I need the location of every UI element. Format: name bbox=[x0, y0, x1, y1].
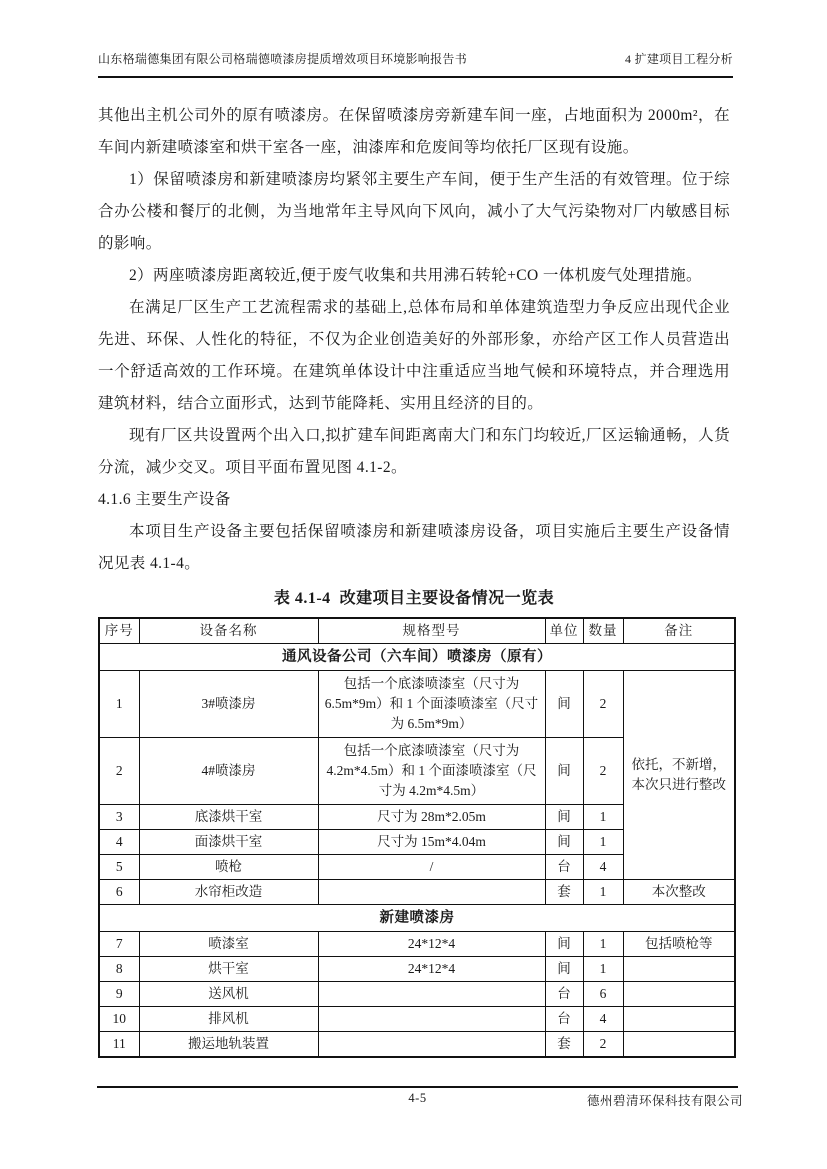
cell-unit: 间 bbox=[545, 932, 583, 957]
cell-seq: 2 bbox=[99, 738, 139, 805]
cell-spec bbox=[318, 880, 545, 905]
cell-note: 包括喷枪等 bbox=[623, 932, 735, 957]
table-header-row bbox=[99, 618, 735, 644]
col-header-unit: 单位 bbox=[545, 618, 583, 644]
cell-name: 烘干室 bbox=[139, 957, 318, 982]
table-row bbox=[99, 982, 735, 1007]
table-row bbox=[99, 1032, 735, 1058]
section-label-original: 通风设备公司（六车间）喷漆房（原有） bbox=[99, 644, 735, 671]
table-section-row-original bbox=[99, 644, 735, 671]
paragraph-entrances: 现有厂区共设置两个出入口,拟扩建车间距离南大门和东门均较近,厂区运输通畅，人货分流，减少交叉。项目平面布置见图 4.1-2。 bbox=[98, 427, 730, 476]
cell-qty: 1 bbox=[583, 805, 623, 830]
cell-seq: 7 bbox=[99, 932, 139, 957]
col-header-name: 设备名称 bbox=[139, 618, 318, 644]
cell-note: 本次整改 bbox=[623, 880, 735, 905]
paragraph-equipment-intro: 本项目生产设备主要包括保留喷漆房和新建喷漆房设备，项目实施后主要生产设备情况见表 4.1-4。 bbox=[98, 523, 730, 572]
cell-name: 面漆烘干室 bbox=[139, 830, 318, 855]
cell-spec bbox=[318, 982, 545, 1007]
table-row bbox=[99, 671, 735, 738]
page-body bbox=[98, 100, 730, 1058]
page-number: 4-5 bbox=[408, 1091, 427, 1105]
cell-note bbox=[623, 957, 735, 982]
cell-spec bbox=[318, 1032, 545, 1058]
table-row bbox=[99, 957, 735, 982]
cell-seq: 6 bbox=[99, 880, 139, 905]
header-left-text: 山东格瑞德集团有限公司格瑞德喷漆房提质增效项目环境影响报告书 bbox=[98, 52, 468, 66]
cell-unit: 台 bbox=[545, 855, 583, 880]
cell-unit: 套 bbox=[545, 1032, 583, 1058]
cell-note bbox=[623, 982, 735, 1007]
paragraph-continuation: 其他出主机公司外的原有喷漆房。在保留喷漆房旁新建车间一座，占地面积为 2000m²，在车间内新建喷漆室和烘干室各一座，油漆库和危废间等均依托厂区现有设施。 bbox=[98, 107, 730, 156]
cell-qty: 4 bbox=[583, 1007, 623, 1032]
cell-spec bbox=[318, 1007, 545, 1032]
cell-qty: 2 bbox=[583, 738, 623, 805]
cell-seq: 8 bbox=[99, 957, 139, 982]
cell-seq: 3 bbox=[99, 805, 139, 830]
cell-qty: 1 bbox=[583, 830, 623, 855]
cell-spec: 24*12*4 bbox=[318, 957, 545, 982]
cell-spec: 尺寸为 15m*4.04m bbox=[318, 830, 545, 855]
cell-name: 送风机 bbox=[139, 982, 318, 1007]
col-header-qty: 数量 bbox=[583, 618, 623, 644]
cell-qty: 1 bbox=[583, 932, 623, 957]
cell-seq: 10 bbox=[99, 1007, 139, 1032]
paragraph-layout: 在满足厂区生产工艺流程需求的基础上,总体布局和单体建筑造型力争反应出现代企业先进、环保、人性化的特征，不仅为企业创造美好的外部形象，亦给产区工作人员营造出一个舒适高效的工作环境。在建筑单体设计中注重适应当地气候和环境特点，并合理选用建筑材料，结合立面形式，达到节能降耗、实用且经济的目的。 bbox=[98, 299, 730, 412]
page-footer bbox=[97, 1086, 743, 1108]
cell-unit: 台 bbox=[545, 1007, 583, 1032]
table-section-row-new bbox=[99, 905, 735, 932]
footer-company: 德州碧清环保科技有限公司 bbox=[586, 1094, 743, 1108]
cell-unit: 间 bbox=[545, 957, 583, 982]
cell-spec: 包括一个底漆喷漆室（尺寸为 6.5m*9m）和 1 个面漆喷漆室（尺寸为 6.5m*9m） bbox=[318, 671, 545, 738]
cell-note bbox=[623, 1032, 735, 1058]
cell-name: 喷枪 bbox=[139, 855, 318, 880]
cell-qty: 2 bbox=[583, 1032, 623, 1058]
cell-spec: / bbox=[318, 855, 545, 880]
cell-note-merged: 依托，不新增，本次只进行整改 bbox=[623, 671, 735, 880]
paragraph-point-2: 2）两座喷漆房距离较近,便于废气收集和共用沸石转轮+CO 一体机废气处理措施。 bbox=[129, 267, 702, 284]
cell-name: 搬运地轨装置 bbox=[139, 1032, 318, 1058]
cell-spec: 尺寸为 28m*2.05m bbox=[318, 805, 545, 830]
table-row bbox=[99, 932, 735, 957]
cell-unit: 套 bbox=[545, 880, 583, 905]
cell-name: 水帘柜改造 bbox=[139, 880, 318, 905]
cell-name: 排风机 bbox=[139, 1007, 318, 1032]
equipment-table bbox=[98, 617, 736, 1058]
col-header-note: 备注 bbox=[623, 618, 735, 644]
cell-spec: 24*12*4 bbox=[318, 932, 545, 957]
col-header-spec: 规格型号 bbox=[318, 618, 545, 644]
cell-unit: 台 bbox=[545, 982, 583, 1007]
cell-name: 4#喷漆房 bbox=[139, 738, 318, 805]
cell-qty: 2 bbox=[583, 671, 623, 738]
cell-unit: 间 bbox=[545, 830, 583, 855]
cell-seq: 4 bbox=[99, 830, 139, 855]
cell-qty: 4 bbox=[583, 855, 623, 880]
cell-name: 3#喷漆房 bbox=[139, 671, 318, 738]
cell-seq: 1 bbox=[99, 671, 139, 738]
cell-unit: 间 bbox=[545, 805, 583, 830]
cell-name: 底漆烘干室 bbox=[139, 805, 318, 830]
col-header-seq: 序号 bbox=[99, 618, 139, 644]
cell-qty: 6 bbox=[583, 982, 623, 1007]
table-title: 表 4.1-4 改建项目主要设备情况一览表 bbox=[273, 590, 555, 607]
cell-seq: 5 bbox=[99, 855, 139, 880]
cell-spec: 包括一个底漆喷漆室（尺寸为 4.2m*4.5m）和 1 个面漆喷漆室（尺寸为 4.2m*4.5m） bbox=[318, 738, 545, 805]
cell-name: 喷漆室 bbox=[139, 932, 318, 957]
section-heading-4-1-6: 4.1.6 主要生产设备 bbox=[98, 491, 231, 508]
page-header bbox=[98, 50, 733, 78]
paragraph-point-1: 1）保留喷漆房和新建喷漆房均紧邻主要生产车间，便于生产生活的有效管理。位于综合办公楼和餐厅的北侧，为当地常年主导风向下风向，减小了大气污染物对厂内敏感目标的影响。 bbox=[98, 171, 730, 252]
cell-unit: 间 bbox=[545, 738, 583, 805]
cell-seq: 11 bbox=[99, 1032, 139, 1058]
cell-note bbox=[623, 1007, 735, 1032]
header-right-text: 4 扩建项目工程分析 bbox=[624, 52, 733, 66]
cell-seq: 9 bbox=[99, 982, 139, 1007]
table-row bbox=[99, 1007, 735, 1032]
section-label-new: 新建喷漆房 bbox=[99, 905, 735, 932]
cell-qty: 1 bbox=[583, 880, 623, 905]
cell-qty: 1 bbox=[583, 957, 623, 982]
table-row bbox=[99, 880, 735, 905]
cell-unit: 间 bbox=[545, 671, 583, 738]
